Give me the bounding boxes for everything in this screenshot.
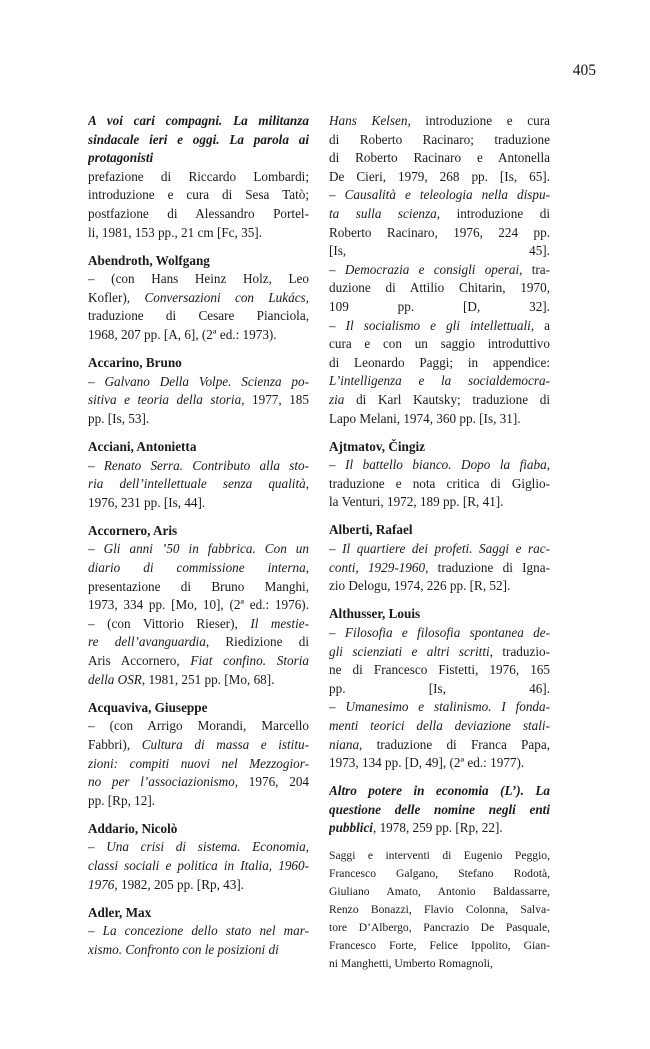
text-line <box>88 326 309 345</box>
text-line <box>329 438 550 457</box>
text-segment: Il mestie- <box>250 615 309 631</box>
text-line <box>329 261 550 280</box>
text-line <box>88 522 309 541</box>
entry-spacer <box>88 345 309 355</box>
text-segment: Adler, Max <box>88 904 152 920</box>
text-line <box>329 865 550 883</box>
text-segment: niana <box>329 736 360 752</box>
text-line <box>88 922 309 941</box>
text-segment: – <box>88 541 104 557</box>
text-line <box>329 354 550 373</box>
text-segment: Conversazioni con Lukács <box>144 289 306 305</box>
text-segment: – <box>88 373 105 389</box>
text-line <box>329 391 550 410</box>
text-segment: , <box>305 289 309 305</box>
entry-text <box>88 922 309 959</box>
text-segment: – <box>88 457 104 473</box>
entry-spacer <box>88 689 309 699</box>
text-segment: – <box>88 839 107 855</box>
text-line <box>88 149 309 168</box>
text-line <box>329 883 550 901</box>
text-segment: , traduzione di Franca Papa, <box>359 736 550 752</box>
text-segment: classi sociali e politica in Italia, 1960- <box>88 857 309 873</box>
text-line <box>88 289 309 308</box>
text-segment: Lapo Melani, 1974, 360 pp. [Is, 31]. <box>329 410 521 426</box>
text-segment: Galvano Della Volpe. Scienza po- <box>104 373 309 389</box>
text-line <box>88 373 309 392</box>
text-line <box>329 410 550 429</box>
text-segment: – (con Vittorio Rieser), <box>88 615 251 631</box>
text-segment: ne di Francesco Fistetti, 1976, 165 <box>329 662 550 678</box>
text-segment: presentazione di Bruno Manghi, <box>88 578 309 594</box>
text-line <box>329 224 550 243</box>
text-segment: Una crisi di sistema. Economia, <box>106 839 309 855</box>
text-segment: zia <box>329 391 345 407</box>
text-segment: sindacale ieri e oggi. La parola ai <box>88 131 309 147</box>
text-line <box>88 671 309 690</box>
entry-spacer <box>329 838 550 848</box>
entry-text <box>88 717 309 810</box>
author-heading <box>88 252 309 271</box>
text-segment: di Leonardo Paggi; in appendice: <box>329 354 550 370</box>
text-segment: – (con Hans Heinz Holz, Leo <box>88 271 309 287</box>
text-segment: introduzione e cura di Sesa Tatò; <box>88 187 309 203</box>
text-segment: [Is, 45]. <box>329 243 550 259</box>
text-segment: gli scienziati e altri scritti <box>329 643 490 659</box>
text-segment: , introduzione e cura <box>407 113 550 128</box>
text-segment: La concezione dello stato nel mar- <box>102 923 309 939</box>
text-line <box>329 577 550 596</box>
text-line <box>88 224 309 243</box>
text-segment: duzione di Attilio Chitarin, 1970, <box>329 280 550 296</box>
entry-text <box>88 168 309 242</box>
text-line <box>88 112 309 131</box>
text-segment: Accarino, Bruno <box>88 355 182 371</box>
author-heading <box>88 354 309 373</box>
text-segment: , Riedizione di <box>205 634 309 650</box>
text-segment: – <box>329 541 343 557</box>
text-segment: Il socialismo e gli intellettuali <box>345 317 531 333</box>
text-segment: Democrazia e consigli operai <box>344 261 520 277</box>
text-segment: ria dell’intellettuale senza qualità <box>88 476 306 492</box>
text-line <box>329 475 550 494</box>
text-segment: Ajtmatov, Čingiz <box>329 438 425 454</box>
text-segment: Francesco Galgano, Stefano Rodotà, <box>329 867 550 881</box>
text-segment: di Roberto Racinaro e Antonella <box>329 150 550 166</box>
entry-spacer <box>329 512 550 522</box>
text-line <box>329 782 550 801</box>
text-segment: , traduzione di Igna- <box>425 559 550 575</box>
text-segment: , <box>305 476 309 492</box>
entry-text <box>88 270 309 344</box>
text-line <box>329 937 550 955</box>
text-segment: , a <box>530 317 550 333</box>
text-line <box>88 186 309 205</box>
text-segment: li, 1981, 153 pp., 21 cm [Fc, 35]. <box>88 224 262 240</box>
text-segment: traduzione e nota critica di Giglio- <box>329 475 550 491</box>
entry-text <box>88 838 309 894</box>
text-segment: di Roberto Racinaro; traduzione <box>329 131 550 147</box>
text-segment: pp. [Is, 46]. <box>329 680 550 696</box>
text-segment: Umanesimo e stalinismo. I fonda- <box>345 699 550 715</box>
text-segment: Alberti, Rafael <box>329 522 413 538</box>
text-segment: prefazione di Riccardo Lombardi; <box>88 168 309 184</box>
author-heading <box>88 438 309 457</box>
text-segment: , tra- <box>519 261 550 277</box>
text-segment: protagonisti <box>88 150 154 166</box>
text-segment: questione delle nomine negli enti <box>329 801 550 817</box>
text-segment: Filosofia e filosofia spontanea de- <box>344 624 550 640</box>
text-segment: Altro potere in economia (L’). La <box>329 783 550 799</box>
text-segment: Althusser, Louis <box>329 606 421 622</box>
text-segment: Giuliano Amato, Antonio Baldassarre, <box>329 885 550 899</box>
text-line <box>88 652 309 671</box>
text-segment: Abendroth, Wolfgang <box>88 252 210 268</box>
entry-title <box>88 112 309 168</box>
text-line <box>88 494 309 513</box>
text-segment: 1976 <box>88 876 115 892</box>
text-line <box>88 131 309 150</box>
text-segment: sitiva e teoria della storia <box>88 392 242 408</box>
text-line <box>88 168 309 187</box>
text-segment: – <box>329 457 346 473</box>
text-segment: Fiat confino. Storia <box>190 653 309 669</box>
text-line <box>88 941 309 960</box>
text-segment: menti teorici della deviazione stali- <box>329 717 550 733</box>
text-line <box>329 205 550 224</box>
text-segment: 1973, 334 pp. [Mo, 10], (2ª ed.: 1976). <box>88 597 309 613</box>
text-segment: Addario, Nicolò <box>88 820 178 836</box>
text-segment: Il quartiere dei profeti. Saggi e rac- <box>342 541 550 557</box>
entry-spacer <box>88 894 309 904</box>
text-segment: – (con Arrigo Morandi, Marcello <box>88 718 309 734</box>
text-line <box>329 298 550 317</box>
text-line <box>329 186 550 205</box>
text-segment: , traduzio- <box>489 643 550 659</box>
text-segment: Hans Kelsen <box>329 113 408 128</box>
author-heading <box>329 605 550 624</box>
text-segment: L’intelligenza e la socialdemocra- <box>329 373 550 389</box>
text-line <box>88 820 309 839</box>
text-line <box>88 205 309 224</box>
text-line <box>88 438 309 457</box>
text-line <box>329 317 550 336</box>
text-segment: Accornero, Aris <box>88 522 178 538</box>
text-line <box>88 578 309 597</box>
entry-text <box>88 373 309 429</box>
text-segment: – <box>88 923 103 939</box>
text-line <box>329 372 550 391</box>
text-line <box>329 242 550 261</box>
text-line <box>88 755 309 774</box>
text-line <box>329 754 550 773</box>
text-segment: – <box>329 624 345 640</box>
text-line <box>329 901 550 919</box>
text-line <box>88 876 309 895</box>
text-segment: 109 pp. [D, 32]. <box>329 298 550 314</box>
text-line <box>329 624 550 643</box>
text-segment: conti, 1929-1960 <box>329 559 426 575</box>
text-segment: A voi cari compagni. La militanza <box>88 113 309 128</box>
text-line <box>88 699 309 718</box>
text-line <box>329 456 550 475</box>
text-line <box>88 792 309 811</box>
text-segment: Il battello bianco. Dopo la fiaba <box>345 457 547 473</box>
text-segment: Renzo Bonazzi, Flavio Colonna, Salva- <box>329 903 550 917</box>
text-line <box>329 955 550 973</box>
author-heading <box>88 904 309 923</box>
text-line <box>329 847 550 865</box>
text-segment: ta sulla scienza <box>329 205 437 221</box>
text-line <box>88 559 309 578</box>
text-line <box>329 605 550 624</box>
text-line <box>329 131 550 150</box>
entry-spacer <box>88 242 309 252</box>
text-segment: , 1977, 185 <box>241 392 309 408</box>
text-segment: zio Delogu, 1974, 226 pp. [R, 52]. <box>329 578 511 594</box>
text-segment: , 1981, 251 pp. [Mo, 68]. <box>141 671 275 687</box>
text-segment: tore D’Albergo, Pancrazio De Pasquale, <box>329 921 550 935</box>
author-heading <box>88 699 309 718</box>
entry-text <box>329 540 550 596</box>
text-segment: traduzione di Cesare Pianciola, <box>88 308 309 324</box>
text-segment: Acciani, Antonietta <box>88 439 197 454</box>
text-line <box>329 643 550 662</box>
text-line <box>88 457 309 476</box>
text-line <box>329 698 550 717</box>
text-segment: Gli anni ’50 in fabbrica. Con un <box>103 541 309 557</box>
text-line <box>329 819 550 838</box>
text-line <box>88 307 309 326</box>
text-segment: – <box>329 699 346 715</box>
text-line <box>329 559 550 578</box>
text-segment: Aris Accornero, <box>88 653 191 669</box>
text-segment: – <box>329 317 346 333</box>
text-line <box>329 919 550 937</box>
text-segment: 1968, 207 pp. [A, 6], (2ª ed.: 1973). <box>88 327 277 343</box>
note-text <box>329 847 550 972</box>
text-segment: re dell’avanguardia <box>88 634 206 650</box>
text-segment: , introduzione di <box>436 205 550 221</box>
text-segment: pp. [Is, 53]. <box>88 410 150 426</box>
text-line <box>88 410 309 429</box>
entry-text <box>88 457 309 513</box>
text-line <box>88 857 309 876</box>
text-line <box>329 717 550 736</box>
author-heading <box>329 521 550 540</box>
text-segment: ni Manghetti, Umberto Romagnoli, <box>329 956 493 970</box>
text-segment: , 1976, 204 <box>234 774 309 790</box>
author-heading <box>329 438 550 457</box>
text-line <box>329 149 550 168</box>
text-line <box>88 773 309 792</box>
text-segment: Cultura di massa e istitu- <box>141 736 309 752</box>
text-segment: diario di commissione interna <box>88 560 306 576</box>
text-line <box>88 736 309 755</box>
text-segment: , 1982, 205 pp. [Rp, 43]. <box>114 876 245 892</box>
text-segment: – <box>329 261 345 277</box>
text-segment: della OSR <box>88 671 142 687</box>
text-segment: , 1978, 259 pp. [Rp, 22]. <box>372 820 503 836</box>
text-segment: Francesco Forte, Felice Ippolito, Gian- <box>329 938 550 952</box>
text-segment: no per l’associazionismo <box>88 774 235 790</box>
text-segment: , <box>546 457 550 473</box>
text-line <box>88 475 309 494</box>
text-line <box>88 615 309 634</box>
text-segment: zioni: compiti nuovi nel Mezzogior- <box>88 755 309 771</box>
entry-spacer <box>88 512 309 522</box>
text-segment: Roberto Racinaro, 1976, 224 pp. <box>329 224 550 240</box>
entry-spacer <box>88 810 309 820</box>
text-segment: Causalità e teleologia nella dispu- <box>344 187 550 203</box>
text-segment: 1976, 231 pp. [Is, 44]. <box>88 494 206 510</box>
text-line <box>88 391 309 410</box>
text-line <box>88 633 309 652</box>
entry-text <box>329 624 550 773</box>
text-line <box>329 335 550 354</box>
text-segment: xismo. Confronto con le posizioni di <box>88 941 279 957</box>
author-heading <box>88 820 309 839</box>
text-line <box>329 736 550 755</box>
text-line <box>329 540 550 559</box>
entry-text <box>88 540 309 689</box>
text-line <box>329 680 550 699</box>
text-segment: 1973, 134 pp. [D, 49], (2ª ed.: 1977). <box>329 755 525 771</box>
text-segment: postfazione di Alessandro Portel- <box>88 205 309 221</box>
text-segment: Renato Serra. Contributo alla sto- <box>103 457 309 473</box>
text-line <box>329 521 550 540</box>
text-segment: Fabbri), <box>88 736 142 752</box>
text-segment: – <box>329 187 345 203</box>
text-line <box>329 279 550 298</box>
text-segment: De Cieri, 1979, 268 pp. [Is, 65]. <box>329 168 550 184</box>
entry-spacer <box>329 428 550 438</box>
entry-text <box>329 112 550 428</box>
text-line <box>329 168 550 187</box>
left-column <box>88 112 309 959</box>
text-line <box>88 838 309 857</box>
author-heading <box>88 522 309 541</box>
text-segment: Saggi e interventi di Eugenio Peggio, <box>329 849 550 863</box>
text-line <box>329 112 550 131</box>
text-line <box>88 540 309 559</box>
text-segment: , <box>305 560 309 576</box>
text-line <box>88 904 309 923</box>
entry-title <box>329 782 550 838</box>
text-line <box>88 270 309 289</box>
entry-spacer <box>329 596 550 606</box>
text-line <box>88 596 309 615</box>
text-line <box>88 354 309 373</box>
text-line <box>329 493 550 512</box>
text-segment: la Venturi, 1972, 189 pp. [R, 41]. <box>329 494 504 510</box>
text-line <box>88 717 309 736</box>
entry-text <box>329 456 550 512</box>
text-line <box>329 801 550 820</box>
entry-spacer <box>88 429 309 439</box>
text-segment: di Karl Kautsky; traduzione di <box>344 391 550 407</box>
right-column <box>329 112 550 973</box>
page-number: 405 <box>572 62 596 79</box>
text-segment: cura e con un saggio introduttivo <box>329 336 550 352</box>
text-segment: Acquaviva, Giuseppe <box>88 699 208 715</box>
text-line <box>88 252 309 271</box>
text-segment: Kofler), <box>88 289 145 305</box>
text-segment: pp. [Rp, 12]. <box>88 792 156 808</box>
text-line <box>329 661 550 680</box>
entry-spacer <box>329 773 550 783</box>
text-segment: pubblici <box>329 820 373 836</box>
